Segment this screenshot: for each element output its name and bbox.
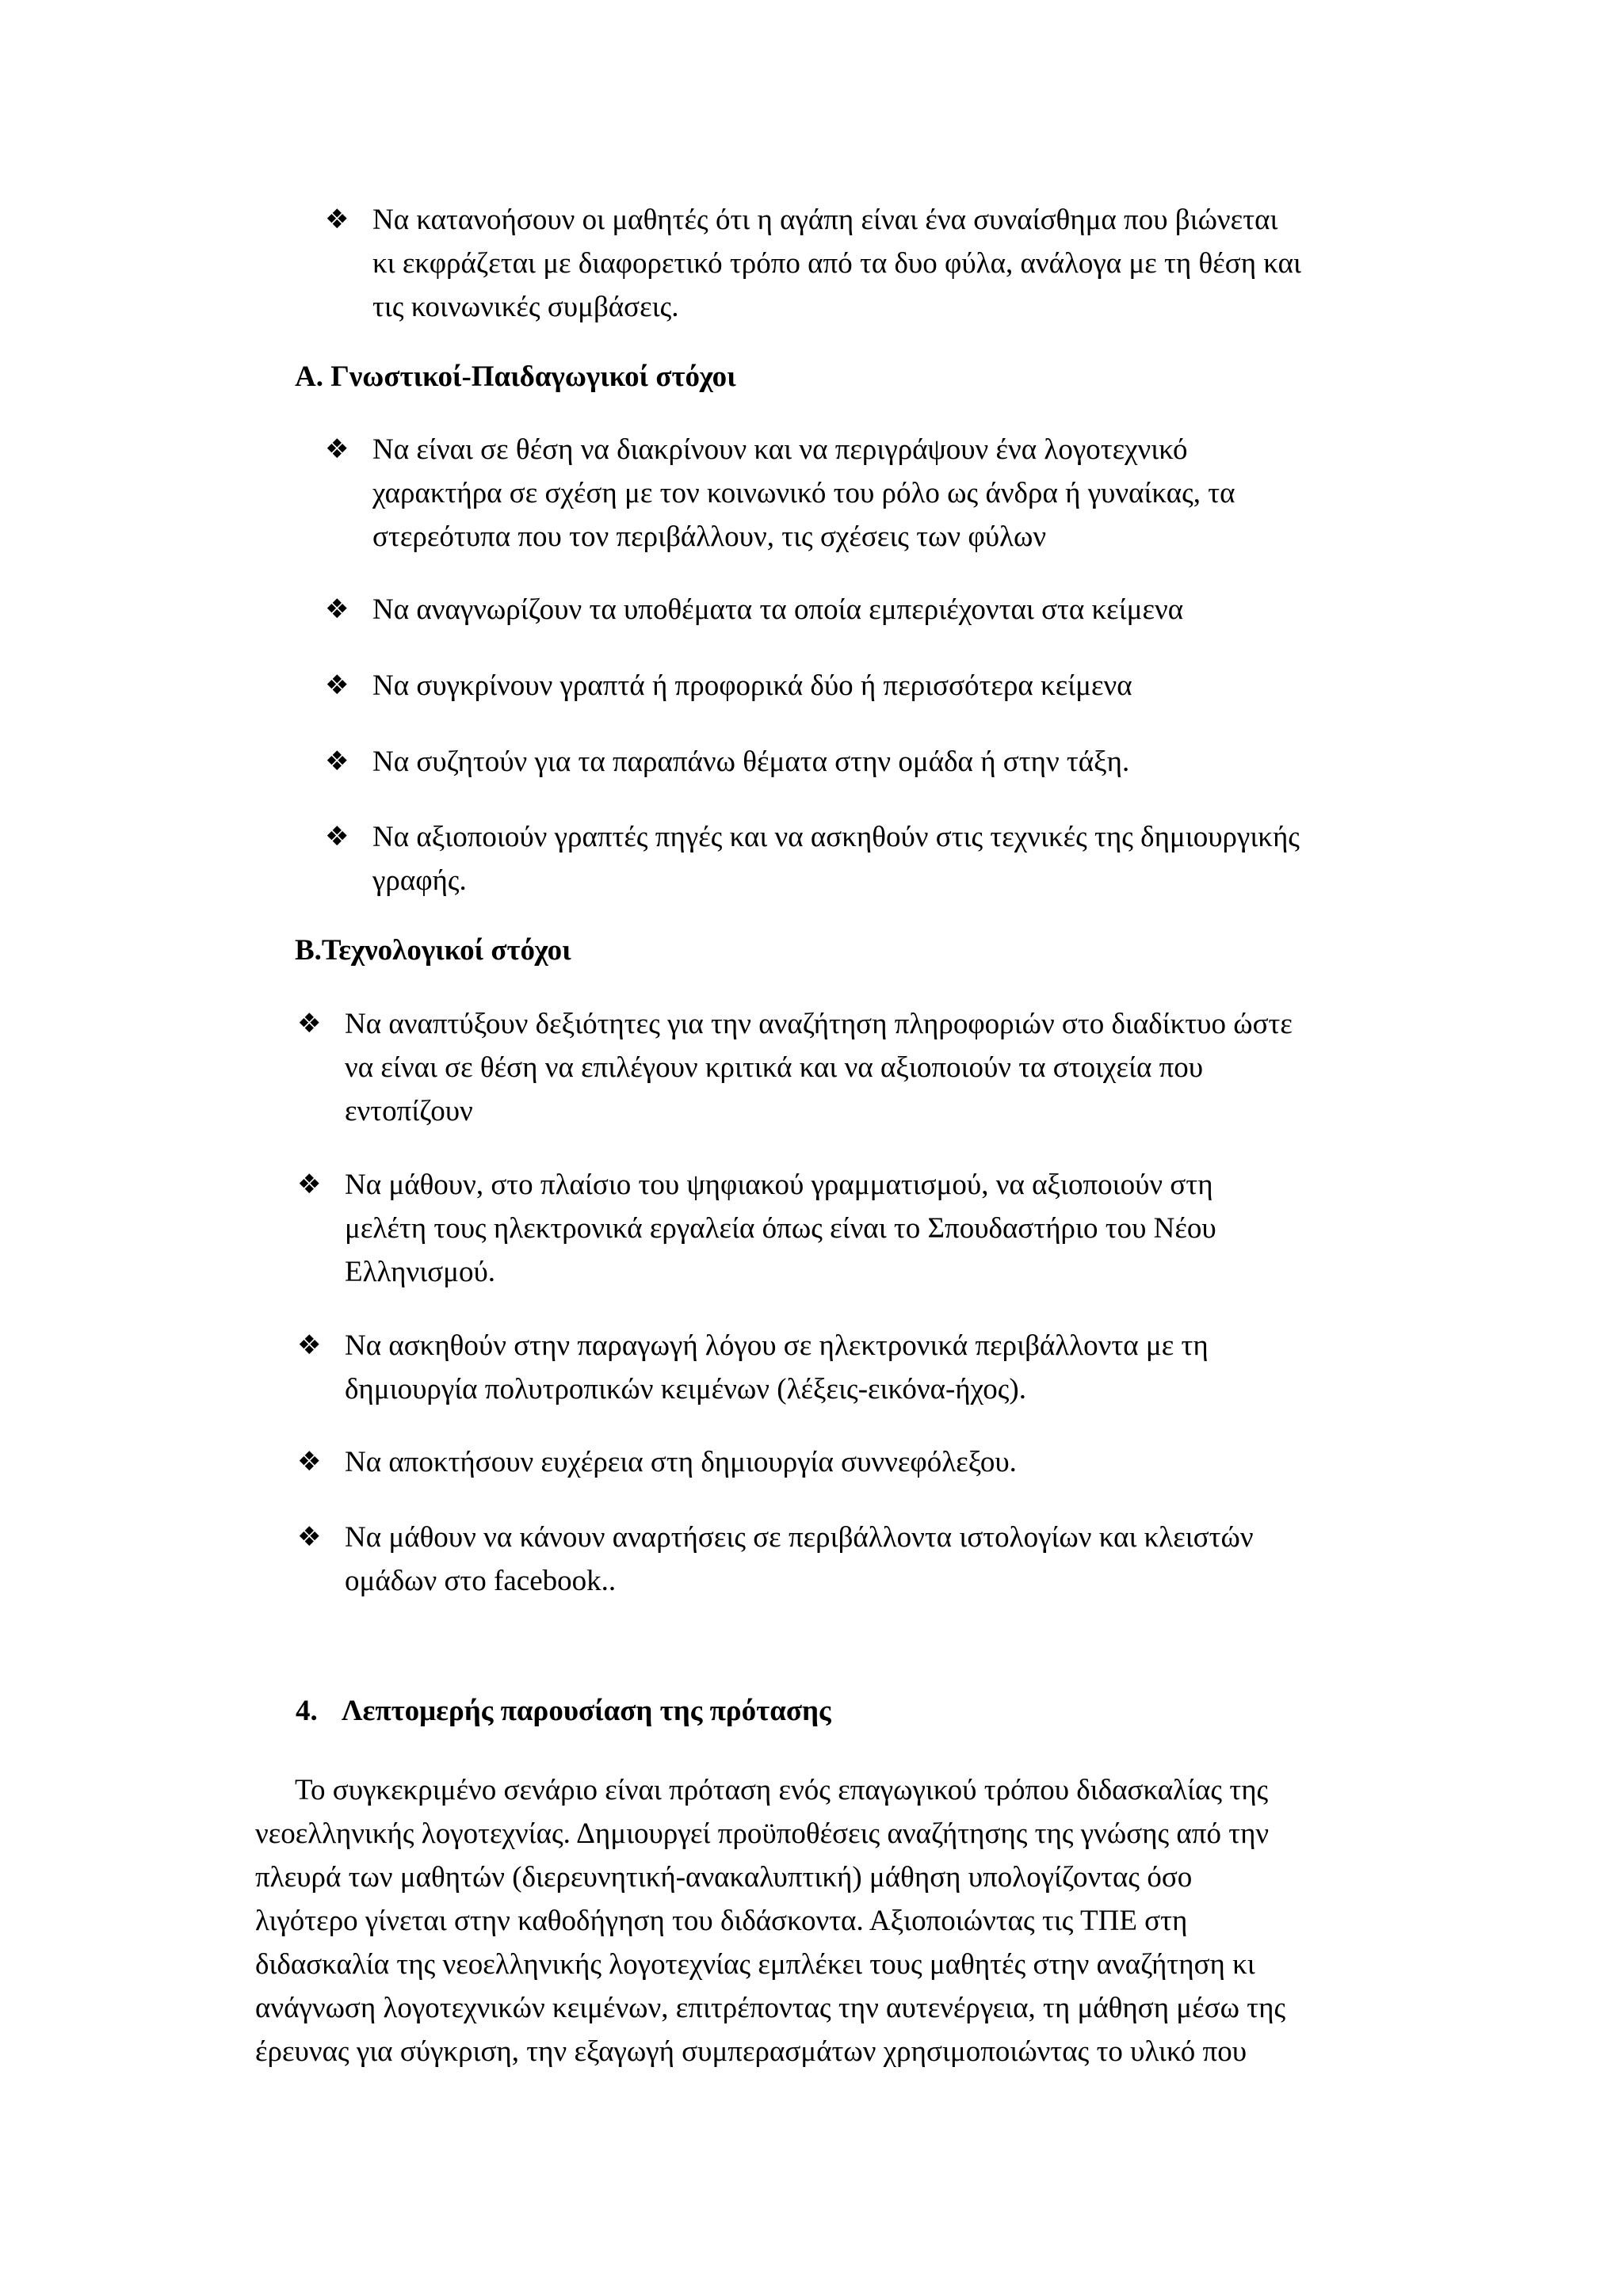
bullet-text: Να αναγνωρίζουν τα υποθέματα τα οποία εμπεριέχονται στα κείμενα xyxy=(372,593,1184,626)
section-4-paragraph: Το συγκεκριμένο σενάριο είναι πρόταση ενός επαγωγικού τρόπου διδασκαλίας της νεοελληνικής λογοτεχνίας. Δημιουργεί προϋποθέσεις αναζήτησης της γνώσης από την πλευρά των μαθητών (διερευνητική-ανακαλυπτική) μάθηση υπολογίζοντας όσο λιγότερο γίνεται στην καθοδήγηση του διδάσκοντα. Αξιοποιώντας τις ΤΠΕ στη διδασκαλία της νεοελληνικής λογοτεχνίας εμπλέκει τους μαθητές στην αναζήτηση κι ανάγνωση λογοτεχνικών κειμένων, επιτρέποντας την αυτενέργεια, τη μάθηση μέσω της έρευνας για σύγκριση, την εξαγωγή συμπερασμάτων χρησιμοποιώντας το υλικό που xyxy=(255,1774,1286,2068)
section-a-bullet-3 xyxy=(325,664,1419,707)
bullet-icon: ❖ xyxy=(325,204,349,235)
section-4-heading xyxy=(296,1689,831,1733)
bullet-icon: ❖ xyxy=(325,433,349,465)
section-title: Λεπτομερής παρουσίαση της πρότασης xyxy=(342,1695,831,1727)
bullet-text: Να συγκρίνουν γραπτά ή προφορικά δύο ή περισσότερα κείμενα xyxy=(372,669,1132,702)
bullet-icon: ❖ xyxy=(297,1169,322,1200)
section-a-bullet-2 xyxy=(325,588,1419,631)
bullet-icon: ❖ xyxy=(325,669,349,701)
bullet-text: Να αξιοποιούν γραπτές πηγές και να ασκηθούν στις τεχνικές της δημιουργικής γραφής. xyxy=(372,821,1300,897)
bullet-text: Να αποκτήσουν ευχέρεια στη δημιουργία συννεφόλεξου. xyxy=(345,1446,1017,1478)
bullet-text: Να μάθουν, στο πλαίσιο του ψηφιακού γραμματισμού, να αξιοποιούν στη μελέτη τους ηλεκτρονικά εργαλεία όπως είναι το Σπουδαστήριο του Νέου Ελληνισμού. xyxy=(345,1169,1216,1288)
bullet-icon: ❖ xyxy=(325,821,349,852)
section-b-heading: Β.Τεχνολογικοί στόχοι xyxy=(295,934,571,967)
bullet-text: Να κατανοήσουν οι μαθητές ότι η αγάπη είναι ένα συναίσθημα που βιώνεται κι εκφράζεται με διαφορετικό τρόπο από τα δυο φύλα, ανάλογα με τη θέση και τις κοινωνικές συμβάσεις. xyxy=(372,204,1301,323)
bullet-text: Να συζητούν για τα παραπάνω θέματα στην ομάδα ή στην τάξη. xyxy=(372,746,1130,778)
section-b-bullet-1 xyxy=(297,1002,1423,1133)
section-number: 4. xyxy=(296,1695,318,1727)
section-a-heading: Α. Γνωστικοί-Παιδαγωγικοί στόχοι xyxy=(295,360,736,393)
section-a-bullet-5 xyxy=(325,815,1419,902)
bullet-text: Να αναπτύξουν δεξιότητες για την αναζήτηση πληροφοριών στο διαδίκτυο ώστε να είναι σε θέση να επιλέγουν κριτικά και να αξιοποιούν τα στοιχεία που εντοπίζουν xyxy=(345,1008,1293,1127)
bullet-icon: ❖ xyxy=(297,1521,322,1553)
bullet-icon: ❖ xyxy=(297,1329,322,1361)
bullet-text: Να ασκηθούν στην παραγωγή λόγου σε ηλεκτρονικά περιβάλλοντα με τη δημιουργία πολυτροπικών κειμένων (λέξεις-εικόνα-ήχος). xyxy=(345,1329,1209,1405)
section-b-bullet-2 xyxy=(297,1163,1423,1294)
bullet-icon: ❖ xyxy=(297,1446,322,1478)
section-b-bullet-4 xyxy=(297,1440,1423,1484)
bullet-icon: ❖ xyxy=(297,1008,322,1039)
bullet-icon: ❖ xyxy=(325,593,349,625)
section-a-bullet-1 xyxy=(325,428,1419,559)
bullet-icon: ❖ xyxy=(325,746,349,777)
bullet-text: Να είναι σε θέση να διακρίνουν και να περιγράψουν ένα λογοτεχνικό χαρακτήρα σε σχέση με τον κοινωνικό του ρόλο ως άνδρα ή γυναίκας, τα στερεότυπα που τον περιβάλλουν, τις σχέσεις των φύλων xyxy=(372,433,1235,553)
section-a-bullet-4 xyxy=(325,740,1419,784)
section-b-bullet-5 xyxy=(297,1516,1423,1603)
intro-bullet xyxy=(325,198,1419,329)
bullet-text: Να μάθουν να κάνουν αναρτήσεις σε περιβάλλοντα ιστολογίων και κλειστών ομάδων στο facebook.. xyxy=(345,1521,1254,1597)
section-b-bullet-3 xyxy=(297,1324,1423,1411)
